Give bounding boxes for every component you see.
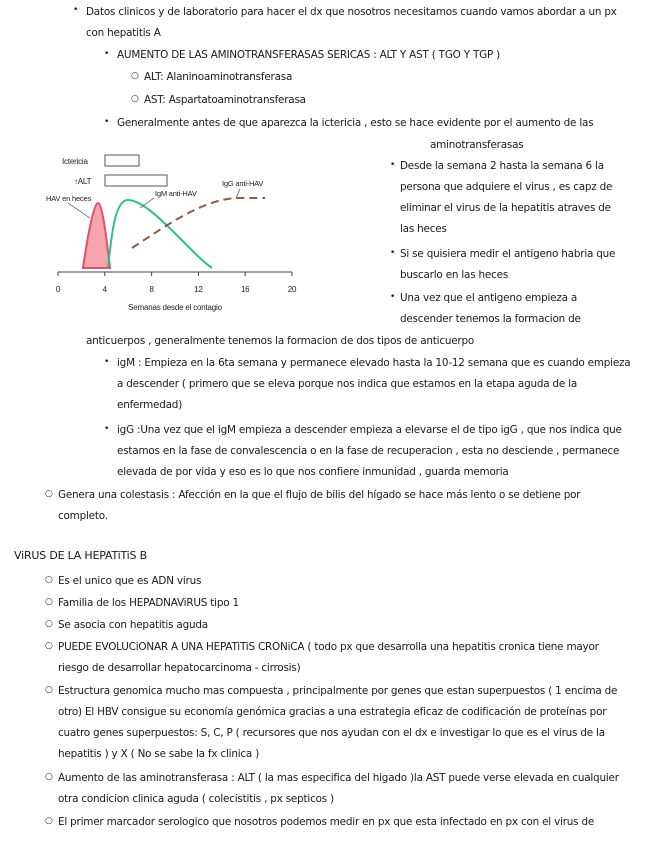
bullet-circle: ○ xyxy=(131,71,139,81)
bullet-circle: ○ xyxy=(45,575,53,585)
x-tick-label: 12 xyxy=(194,285,203,294)
ictericia-label: Ictericia xyxy=(62,157,88,166)
igm-label: IgM anti-HAV xyxy=(155,189,197,198)
item-ast: AST: Aspartatoaminotransferasa xyxy=(144,94,306,106)
paragraph-antigeno-desciende: Una vez que el antigeno empieza a descender tenemos la formacion de xyxy=(400,292,581,325)
igg-curve xyxy=(132,198,265,248)
bullet-dot: • xyxy=(104,357,110,367)
bullet-dot: • xyxy=(104,424,110,434)
paragraph-semana-2-6: Desde la semana 2 hasta la semana 6 la persona que adquiere el virus , es capz de eliminar el virus de la hepatitis atraves de las heces xyxy=(400,160,613,235)
paragraph-ictericia: Generalmente antes de que aparezca la ictericia , esto se hace evidente por el aumento de las xyxy=(117,117,594,129)
x-tick-label: 20 xyxy=(287,285,297,294)
x-tick-label: 8 xyxy=(149,285,154,294)
paragraph-intro xyxy=(86,2,634,44)
bullet-dot: • xyxy=(390,248,396,258)
hav-heces-label: HAV en heces xyxy=(46,194,91,203)
item-alt: ALT: Alaninoaminotransferasa xyxy=(144,71,293,83)
igg-label: IgG anti-HAV xyxy=(222,179,264,188)
bullet-dot: • xyxy=(390,160,396,170)
paragraph-anticuerpos: anticuerpos , generalmente tenemos la formacion de dos tipos de anticuerpo xyxy=(86,335,475,347)
bullet-dot: • xyxy=(390,292,396,302)
x-tick-label: 0 xyxy=(55,285,61,294)
ictericia-bar xyxy=(105,155,139,166)
paragraph-aminotransferasas: AUMENTO DE LAS AMINOTRANSFERASAS SERICAS : ALT Y AST ( TGO Y TGP ) xyxy=(117,49,501,61)
bullet-circle: ○ xyxy=(45,489,53,499)
alt-bar xyxy=(105,175,167,186)
intro-text: Datos clinicos y de laboratorio para hacer el dx que nosotros necesitamos cuando vamos abordar a un px con hepatitis A xyxy=(86,6,617,39)
x-axis-label: Semanas desde el contagio xyxy=(128,303,222,312)
bullet-dot: • xyxy=(73,5,79,15)
x-tick-label: 4 xyxy=(102,285,107,294)
hepb-item: Aumento de las aminotransferasa : ALT ( la mas especifica del higado )la AST puede verse elevada en cualquier otra condicion clinica aguda ( colecistitis , px septicos ) xyxy=(58,772,619,805)
bullet-circle: ○ xyxy=(131,94,139,104)
paragraph-igm: igM : Empieza en la 6ta semana y permanece elevado hasta la 10-12 semana que es cuando empieza a descender ( primero que se eleva porque nos indica que estamos en la etapa aguda de la enfermedad) xyxy=(117,357,631,411)
bullet-circle: ○ xyxy=(45,816,53,826)
bullet-circle: ○ xyxy=(45,597,53,607)
alt-label: ↑ALT xyxy=(74,177,92,186)
hepb-item: Familia de los HEPADNAViRUS tipo 1 xyxy=(58,597,239,609)
hepb-item: PUEDE EVOLUCiONAR A UNA HEPATiTiS CRONiCA ( todo px que desarrolla una hepatitis cronica tiene mayor riesgo de desarrollar hepatocarcinoma - cirrosis) xyxy=(58,641,599,674)
hepatitis-a-serology-figure xyxy=(40,148,302,318)
hepatitis-b-heading: ViRUS DE LA HEPATiTiS B xyxy=(14,549,147,562)
hepb-item: El primer marcador serologico que nosotros podemos medir en px que esta infectado en px con el virus de xyxy=(58,816,595,828)
x-ticks xyxy=(58,272,292,276)
bullet-circle: ○ xyxy=(45,619,53,629)
hepb-item: Se asocia con hepatitis aguda xyxy=(58,619,208,631)
bullet-circle: ○ xyxy=(45,641,53,651)
paragraph-colestasis: Genera una colestasis : Afección en la que el flujo de bilis del hígado se hace más lento o se detiene por completo. xyxy=(58,489,581,522)
bullet-dot: • xyxy=(104,117,110,127)
hepb-item: Estructura genomica mucho mas compuesta , principalmente por genes que estan superpuestos ( 1 encima de otro) El HBV consigue su economía genómica gracias a una estrategia eficaz de codificación de proteínas por cuatro genes superpuestos: S, C, P ( recursores que nos ayudan con el dx e investigar lo que es el virus de la hepatitis ) y X ( No se sabe la fx clinica ) xyxy=(58,685,618,760)
paragraph-ictericia-cont: aminotransferasas xyxy=(430,139,524,151)
igm-curve xyxy=(108,200,212,268)
paragraph-antigeno-heces: Si se quisiera medir el antigeno habria que buscarlo en las heces xyxy=(400,248,616,281)
hav-heces-curve xyxy=(83,203,110,268)
paragraph-igg: igG :Una vez que el igM empieza a descender empieza a elevarse el de tipo igG , que nos indica que estamos en la fase de convalescencia o en la fase de recuperacion , esta no desciende , permanece elevada de por vida y eso es lo que nos confiere inmunidad , guarda memoria xyxy=(117,424,622,478)
bullet-circle: ○ xyxy=(45,685,53,695)
bullet-dot: • xyxy=(104,49,110,59)
x-tick-label: 16 xyxy=(240,285,250,294)
hepb-item: Es el unico que es ADN virus xyxy=(58,575,202,587)
bullet-circle: ○ xyxy=(45,772,53,782)
